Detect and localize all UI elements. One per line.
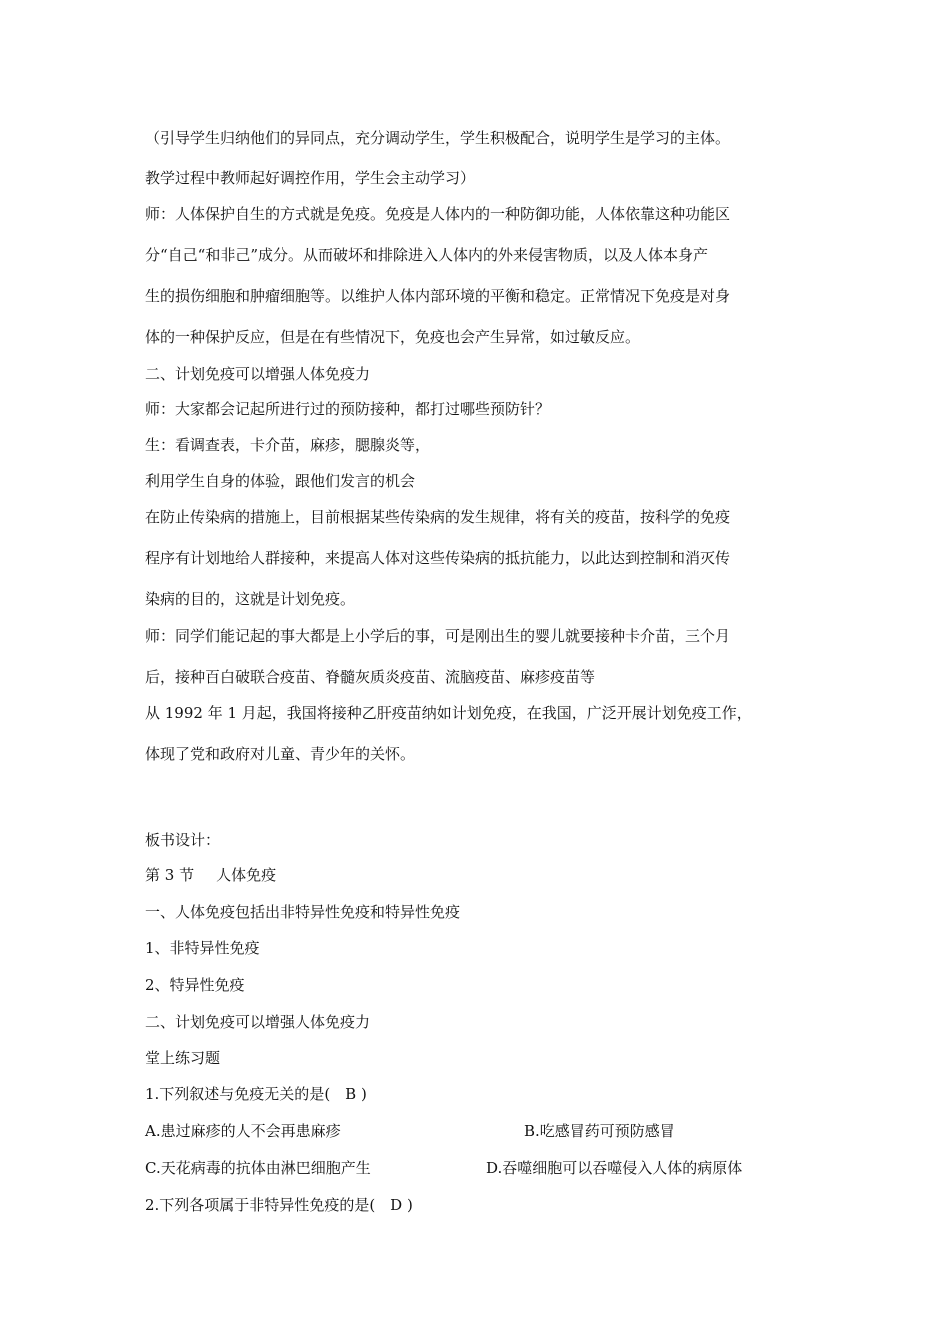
board-subitem: 2、特异性免疫 (145, 976, 245, 994)
paragraph-line: 体现了党和政府对儿童、青少年的关怀。 (145, 745, 416, 763)
paragraph-line: 体的一种保护反应，但是在有些情况下，免疫也会产生异常，如过敏反应。 (145, 328, 641, 346)
board-item: 一、人体免疫包括出非特异性免疫和特异性免疫 (145, 903, 461, 921)
paragraph-line: 师：大家都会记起所进行过的预防接种，都打过哪些预防针？ (145, 400, 551, 418)
exercises-title: 堂上练习题 (145, 1049, 221, 1067)
paragraph-line: 从 1992 年 1 月起，我国将接种乙肝疫苗纳如计划免疫，在我国，广泛开展计划免疫工作， (145, 704, 752, 722)
paragraph-line: （引导学生归纳他们的异同点，充分调动学生，学生积极配合，说明学生是学习的主体。 (145, 129, 731, 147)
exercise-option-a: A.患过麻疹的人不会再患麻疹 (145, 1122, 341, 1140)
paragraph-line: 染病的目的，这就是计划免疫。 (145, 590, 356, 608)
section-heading: 二、计划免疫可以增强人体免疫力 (145, 365, 371, 383)
exercise-question: 1.下列叙述与免疫无关的是( B ) (145, 1085, 367, 1103)
board-title: 板书设计： (145, 831, 221, 849)
paragraph-line: 程序有计划地给人群接种，来提高人体对这些传染病的抵抗能力，以此达到控制和消灭传 (145, 549, 731, 567)
board-item: 二、计划免疫可以增强人体免疫力 (145, 1013, 371, 1031)
paragraph-line: 教学过程中教师起好调控作用，学生会主动学习） (145, 169, 476, 187)
paragraph-line: 在防止传染病的措施上，目前根据某些传染病的发生规律，将有关的疫苗，按科学的免疫 (145, 508, 731, 526)
paragraph-line: 生：看调查表，卡介苗，麻疹，腮腺炎等， (145, 436, 431, 454)
board-subitem: 1、非特异性免疫 (145, 939, 260, 957)
paragraph-line: 利用学生自身的体验，跟他们发言的机会 (145, 472, 416, 490)
exercise-question: 2.下列各项属于非特异性免疫的是( D ) (145, 1196, 413, 1214)
board-section-number: 第 3 节 (145, 866, 195, 884)
exercise-option-c: C.天花病毒的抗体由淋巴细胞产生 (145, 1159, 371, 1177)
paragraph-line: 师：人体保护自生的方式就是免疫。免疫是人体内的一种防御功能，人体依靠这种功能区 (145, 205, 731, 223)
exercise-option-b: B.吃感冒药可预防感冒 (524, 1122, 675, 1140)
paragraph-line: 分“自己“和非己”成分。从而破坏和排除进入人体内的外来侵害物质，以及人体本身产 (145, 246, 709, 264)
paragraph-line: 师：同学们能记起的事大都是上小学后的事，可是刚出生的婴儿就要接种卡介苗，三个月 (145, 627, 731, 645)
exercise-option-d: D.吞噬细胞可以吞噬侵入人体的病原体 (486, 1159, 743, 1177)
paragraph-line: 生的损伤细胞和肿瘤细胞等。以维护人体内部环境的平衡和稳定。正常情况下免疫是对身 (145, 287, 731, 305)
board-section-name: 人体免疫 (216, 866, 277, 884)
paragraph-line: 后，接种百白破联合疫苗、脊髓灰质炎疫苗、流脑疫苗、麻疹疫苗等 (145, 668, 596, 686)
board-section (145, 865, 276, 885)
